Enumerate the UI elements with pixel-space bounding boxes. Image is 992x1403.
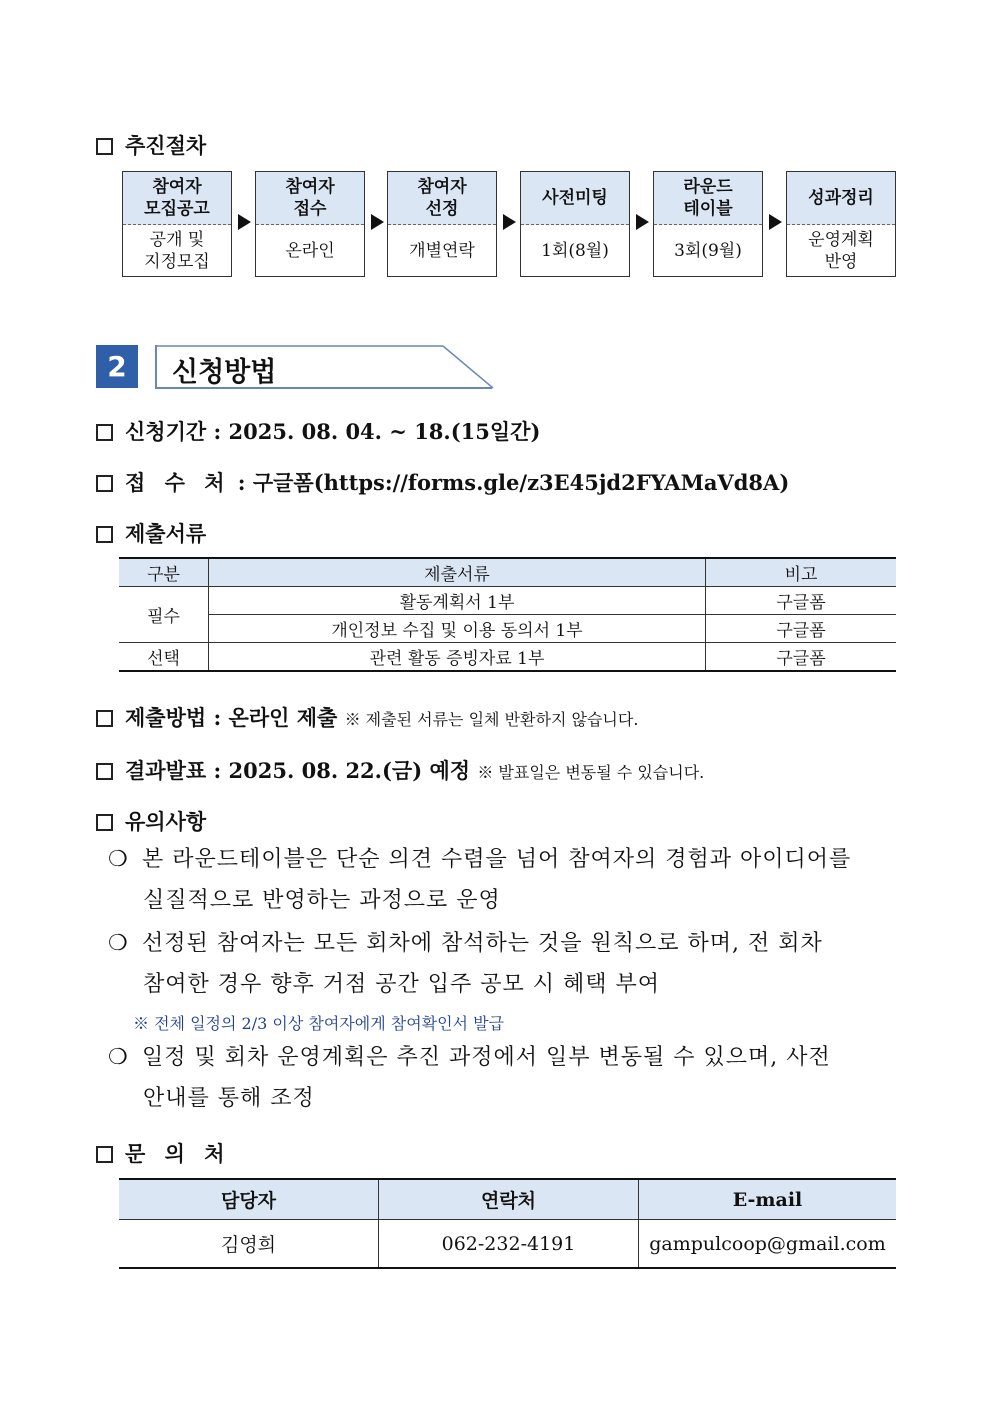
contact-heading: 문 의 처 xyxy=(96,1138,230,1168)
checkbox-square-icon xyxy=(96,763,113,780)
table-row xyxy=(119,643,896,672)
reception-value: : 구글폼(https://forms.gle/z3E45jd2FYAMaVd8A) xyxy=(237,470,790,495)
document-cell: 개인정보 수집 및 이용 동의서 1부 xyxy=(209,615,706,643)
checkbox-square-icon xyxy=(96,1146,113,1163)
table-header: 담당자 xyxy=(119,1179,379,1220)
table-header: 구분 xyxy=(119,558,209,587)
arrow-right-icon xyxy=(636,214,649,230)
step-title: 참여자 xyxy=(152,177,202,197)
submit-label: 제출방법 xyxy=(125,705,207,730)
application-period xyxy=(96,416,540,446)
result-value: : 2025. 08. 22.(금) 예정 xyxy=(213,758,471,783)
process-heading: 추진절차 xyxy=(96,130,206,160)
arrow-right-icon xyxy=(503,214,516,230)
document-cell: 관련 활동 증빙자료 1부 xyxy=(209,643,706,672)
section-title: 신청방법 xyxy=(172,357,277,388)
table-row xyxy=(119,587,896,615)
step-body: 1회(8월) xyxy=(541,241,609,261)
step-title: 테이블 xyxy=(683,199,733,219)
notice-heading: 유의사항 xyxy=(96,806,206,836)
circle-bullet-icon: ❍ xyxy=(108,1045,129,1070)
table-row xyxy=(119,615,896,643)
table-header: 비고 xyxy=(706,558,897,587)
table-header: E-mail xyxy=(639,1179,897,1220)
step-title: 참여자 xyxy=(285,177,335,197)
period-label: 신청기간 xyxy=(125,419,207,444)
section-number: 2 xyxy=(96,345,138,388)
category-cell: 선택 xyxy=(119,643,209,672)
period-value: : 2025. 08. 04. ~ 18.(15일간) xyxy=(213,419,541,444)
list-item: ❍ 일정 및 회차 운영계획은 추진 과정에서 일부 변동될 수 있으며, 사전 xyxy=(108,1045,831,1070)
arrow-right-icon xyxy=(769,214,782,230)
step-title: 사전미팅 xyxy=(542,188,608,208)
checkbox-square-icon xyxy=(96,526,113,543)
circle-bullet-icon: ❍ xyxy=(108,847,129,872)
submit-value: : 온라인 제출 xyxy=(213,705,338,730)
list-item-continuation: 실질적으로 반영하는 과정으로 운영 xyxy=(143,888,501,913)
contact-table xyxy=(119,1178,896,1269)
step-body: 반영 xyxy=(824,252,858,272)
documents-heading: 제출서류 xyxy=(96,518,206,548)
checkbox-square-icon xyxy=(96,814,113,831)
circle-bullet-icon: ❍ xyxy=(108,931,129,956)
process-step xyxy=(653,171,763,277)
step-title: 모집공고 xyxy=(144,199,210,219)
list-item: ❍ 본 라운드테이블은 단순 의견 수렴을 넘어 참여자의 경험과 아이디어를 xyxy=(108,847,852,872)
table-row xyxy=(119,1220,896,1269)
process-step xyxy=(255,171,365,277)
arrow-right-icon xyxy=(238,214,251,230)
process-step xyxy=(387,171,497,277)
result-announcement xyxy=(96,755,704,785)
step-title: 참여자 xyxy=(417,177,467,197)
contact-email: gampulcoop@gmail.com xyxy=(639,1220,897,1269)
process-step xyxy=(786,171,896,277)
sub-note: ※ 전체 일정의 2/3 이상 참여자에게 참여확인서 발급 xyxy=(133,1014,505,1033)
step-body: 온라인 xyxy=(285,241,335,261)
document-cell: 활동계획서 1부 xyxy=(209,587,706,615)
contact-phone: 062-232-4191 xyxy=(379,1220,639,1269)
submit-method xyxy=(96,702,638,732)
step-body: 3회(9월) xyxy=(674,241,742,261)
checkbox-square-icon xyxy=(96,475,113,492)
step-body: 운영계획 xyxy=(808,230,874,250)
note-cell: 구글폼 xyxy=(706,587,897,615)
list-item-continuation: 안내를 통해 조정 xyxy=(143,1086,315,1111)
process-step xyxy=(122,171,232,277)
step-body: 지정모집 xyxy=(144,252,210,272)
step-body: 개별연락 xyxy=(409,241,475,261)
checkbox-square-icon xyxy=(96,710,113,727)
note-cell: 구글폼 xyxy=(706,643,897,672)
process-step xyxy=(520,171,630,277)
table-header: 연락처 xyxy=(379,1179,639,1220)
list-item: ❍ 선정된 참여자는 모든 회차에 참석하는 것을 원칙으로 하며, 전 회차 xyxy=(108,931,823,956)
category-cell: 필수 xyxy=(119,587,209,643)
step-title: 성과정리 xyxy=(808,188,874,208)
step-title: 라운드 xyxy=(683,177,733,197)
step-title: 선정 xyxy=(425,199,459,219)
reception-label: 접 수 처 xyxy=(125,470,231,495)
reception xyxy=(96,467,789,497)
list-item-continuation: 참여한 경우 향후 거점 공간 입주 공모 시 혜택 부여 xyxy=(143,972,660,997)
documents-table xyxy=(119,557,896,672)
checkbox-square-icon xyxy=(96,424,113,441)
checkbox-square-icon xyxy=(96,138,113,155)
result-label: 결과발표 xyxy=(125,758,207,783)
note-cell: 구글폼 xyxy=(706,615,897,643)
result-note: ※ 발표일은 변동될 수 있습니다. xyxy=(477,763,705,782)
submit-note: ※ 제출된 서류는 일체 반환하지 않습니다. xyxy=(344,710,639,729)
table-header: 제출서류 xyxy=(209,558,706,587)
contact-name: 김영희 xyxy=(119,1220,379,1269)
arrow-right-icon xyxy=(371,214,384,230)
step-body: 공개 및 xyxy=(149,230,205,250)
step-title: 접수 xyxy=(293,199,327,219)
